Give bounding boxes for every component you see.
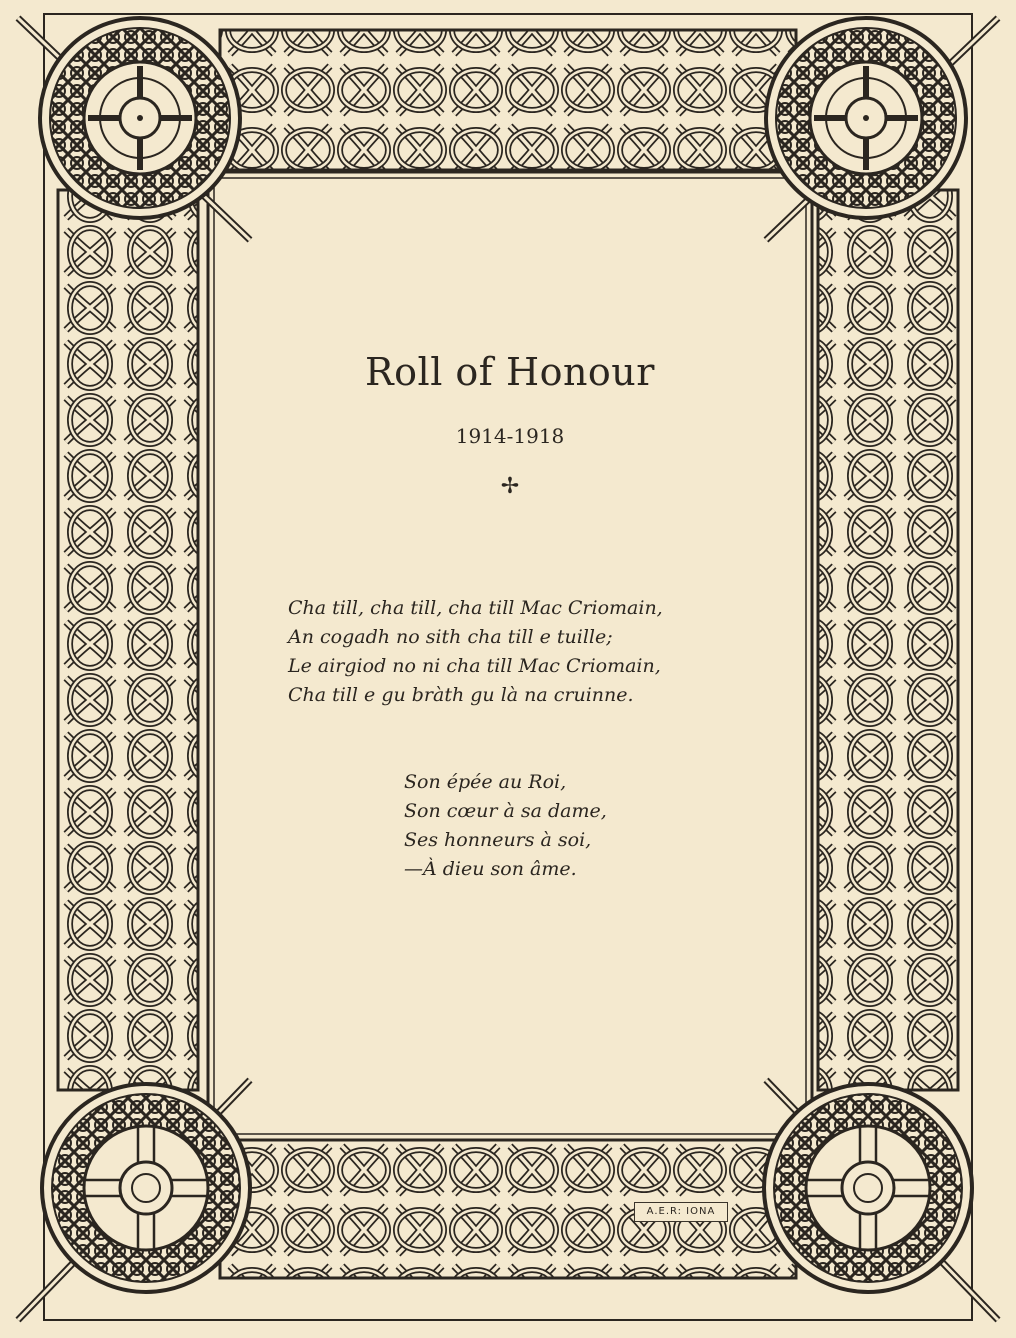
verse-line: Son cœur à sa dame, [404, 800, 607, 822]
verse-line: Cha till e gu bràth gu là na cruinne. [288, 684, 634, 706]
cross-ornament-icon: ✢ [500, 474, 520, 499]
verse-line: Le airgiod no ni cha till Mac Criomain, [288, 655, 661, 677]
verse-line: —À dieu son âme. [404, 858, 577, 880]
date-range: 1914-1918 [455, 424, 565, 448]
text-panel [214, 178, 806, 1136]
page-title: Roll of Honour [365, 350, 655, 394]
verse-line: Ses honneurs à soi, [404, 829, 592, 851]
french-stanza [404, 768, 607, 884]
gaelic-stanza [288, 594, 663, 710]
verse-line: An cogadh no sith cha till e tuille; [288, 626, 613, 648]
verse-line: Son épée au Roi, [404, 771, 567, 793]
artist-signature: A.E.R: IONA [634, 1202, 728, 1222]
verse-line: Cha till, cha till, cha till Mac Criomain, [288, 597, 663, 619]
